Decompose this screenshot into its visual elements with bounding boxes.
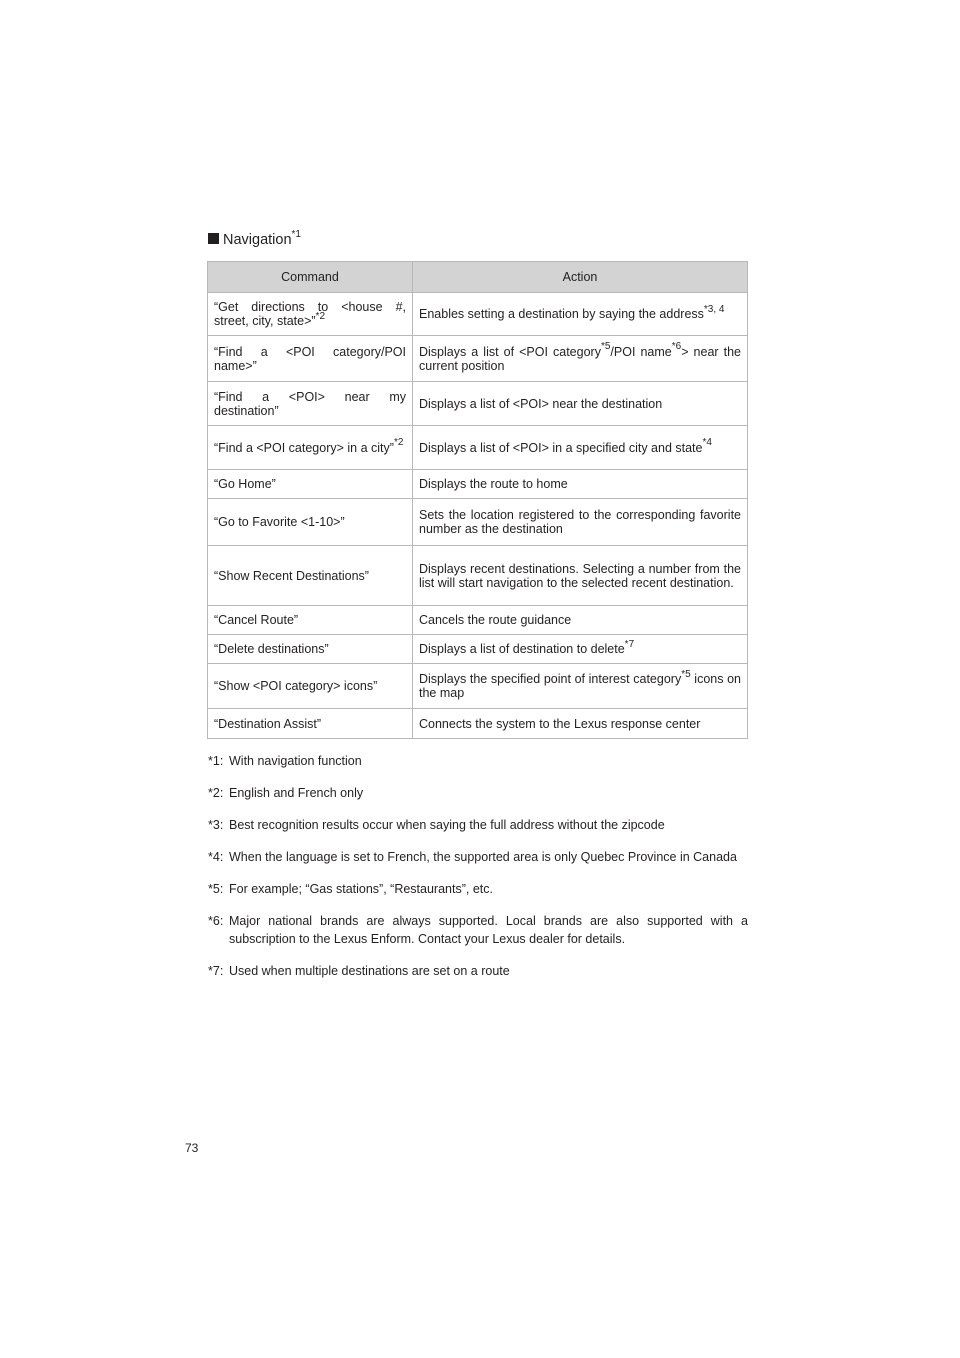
action-cell: Displays a list of <POI> in a specified city and state$^{*4}$ bbox=[413, 426, 748, 470]
footnote: *3: Best recognition results occur when saying the full address without the zipcode bbox=[208, 818, 665, 832]
command-cell: “Find a <POI category> in a city”$^{*2}$ bbox=[208, 426, 413, 470]
footnote: *5: For example; “Gas stations”, “Restaurants”, etc. bbox=[208, 882, 493, 896]
footnote: *2: English and French only bbox=[208, 786, 364, 800]
square-bullet-icon bbox=[208, 233, 219, 244]
section-heading bbox=[208, 229, 301, 248]
footnote: *4: When the language is set to French, the supported area is only Quebec Province in Canada bbox=[208, 850, 737, 864]
footnotes bbox=[208, 752, 748, 980]
command-cell: “Find a <POI> near my destination” bbox=[208, 382, 413, 426]
table-header-row bbox=[208, 262, 748, 293]
action-cell: Enables setting a destination by saying the address$^{*3, 4}$ bbox=[413, 293, 748, 336]
command-cell: “Cancel Route” bbox=[208, 606, 413, 635]
action-cell: Connects the system to the Lexus response center bbox=[413, 709, 748, 739]
footnote: *1: With navigation function bbox=[208, 754, 362, 768]
command-cell: “Find a <POI category/POI name>” bbox=[208, 336, 413, 382]
command-cell: “Destination Assist” bbox=[208, 709, 413, 739]
action-cell: Displays the route to home bbox=[413, 470, 748, 499]
table-row bbox=[208, 546, 748, 606]
action-cell: Sets the location registered to the corresponding favorite number as the destination bbox=[413, 499, 748, 546]
action-cell: Displays a list of <POI category$^{*5}$/POI name$^{*6}$> near the current position bbox=[413, 336, 748, 382]
section-title: Navigation bbox=[223, 232, 292, 248]
voice-command-table bbox=[207, 261, 748, 739]
table-row bbox=[208, 336, 748, 382]
page-number: 73 bbox=[185, 1141, 199, 1155]
command-cell: “Go to Favorite <1-10>” bbox=[208, 499, 413, 546]
table-row bbox=[208, 293, 748, 336]
action-cell: Displays a list of destination to delete$^{*7}$ bbox=[413, 635, 748, 664]
command-cell: “Delete destinations” bbox=[208, 635, 413, 664]
table-row bbox=[208, 606, 748, 635]
command-cell: “Get directions to <house #, street, city, state>”$^{*2}$ bbox=[208, 293, 413, 336]
table-row bbox=[208, 470, 748, 499]
section-title-marker: *1 bbox=[291, 229, 301, 241]
table-row bbox=[208, 426, 748, 470]
action-cell: Cancels the route guidance bbox=[413, 606, 748, 635]
table-row bbox=[208, 635, 748, 664]
footnote: *6: Major national brands are always supported. Local brands are also supported with a subscription to the Lexus Enform. Contact your Lexus dealer for details. bbox=[208, 914, 748, 946]
header-command: Command bbox=[208, 262, 413, 293]
command-cell: “Show <POI category> icons” bbox=[208, 664, 413, 709]
action-cell: Displays a list of <POI> near the destination bbox=[413, 382, 748, 426]
table-row bbox=[208, 664, 748, 709]
header-action: Action bbox=[413, 262, 748, 293]
table-row bbox=[208, 499, 748, 546]
command-cell: “Show Recent Destinations” bbox=[208, 546, 413, 606]
action-cell: Displays the specified point of interest category$^{*5}$ icons on the map bbox=[413, 664, 748, 709]
action-cell: Displays recent destinations. Selecting a number from the list will start navigation to the selected recent destination. bbox=[413, 546, 748, 606]
footnote: *7: Used when multiple destinations are set on a route bbox=[208, 964, 510, 978]
table-row bbox=[208, 709, 748, 739]
table-row bbox=[208, 382, 748, 426]
command-cell: “Go Home” bbox=[208, 470, 413, 499]
